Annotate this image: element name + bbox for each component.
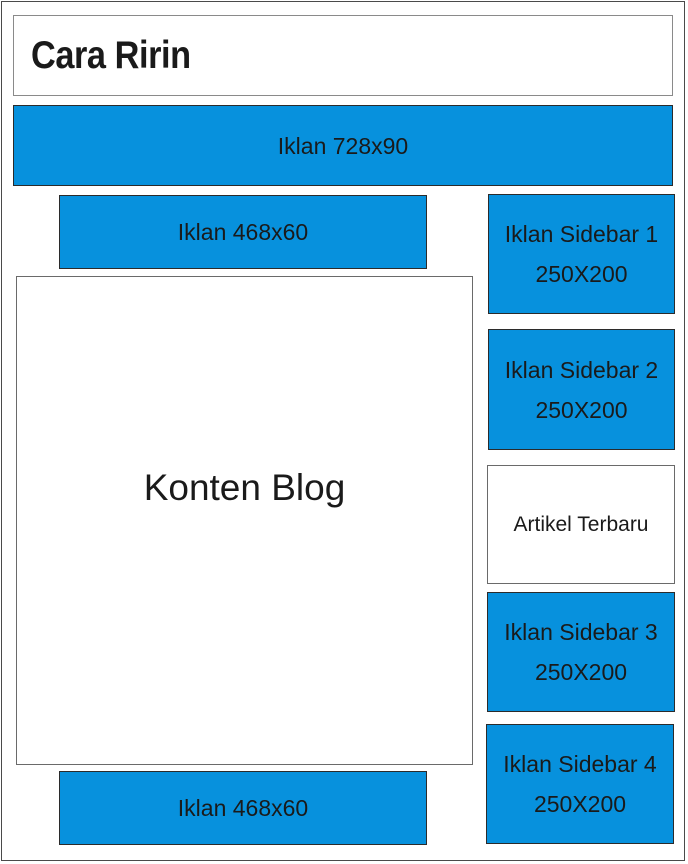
sidebar-ad-1-title: Iklan Sidebar 1 — [504, 221, 659, 247]
sidebar-ad-4-title: Iklan Sidebar 4 — [503, 751, 657, 777]
ad-content-top-label: Iklan 468x60 — [177, 219, 309, 245]
sidebar-ad-1-size: 250X200 — [535, 261, 628, 287]
recent-articles — [487, 465, 675, 584]
sidebar-ad-2 — [488, 329, 675, 450]
sidebar-ad-4 — [486, 724, 674, 844]
recent-articles-label: Artikel Terbaru — [513, 512, 649, 536]
sidebar-ad-1 — [488, 194, 675, 314]
sidebar-ad-3-size: 250X200 — [534, 659, 628, 685]
sidebar-ad-2-title: Iklan Sidebar 2 — [504, 356, 659, 383]
sidebar-ad-2-size: 250X200 — [535, 396, 628, 423]
sidebar-ad-3-title: Iklan Sidebar 3 — [504, 619, 658, 645]
ad-banner-728x90 — [13, 105, 673, 186]
blog-content-label: Konten Blog — [143, 467, 346, 508]
blog-content — [16, 276, 473, 765]
sidebar-ad-3 — [487, 592, 675, 712]
blog-title: Cara Ririn — [31, 34, 191, 77]
ad-banner-label: Iklan 728x90 — [277, 132, 409, 159]
ad-content-top — [59, 195, 427, 269]
ad-content-bottom-label: Iklan 468x60 — [177, 795, 309, 821]
blog-header — [13, 15, 673, 96]
sidebar-ad-4-size: 250X200 — [533, 791, 627, 817]
ad-content-bottom — [59, 771, 427, 845]
